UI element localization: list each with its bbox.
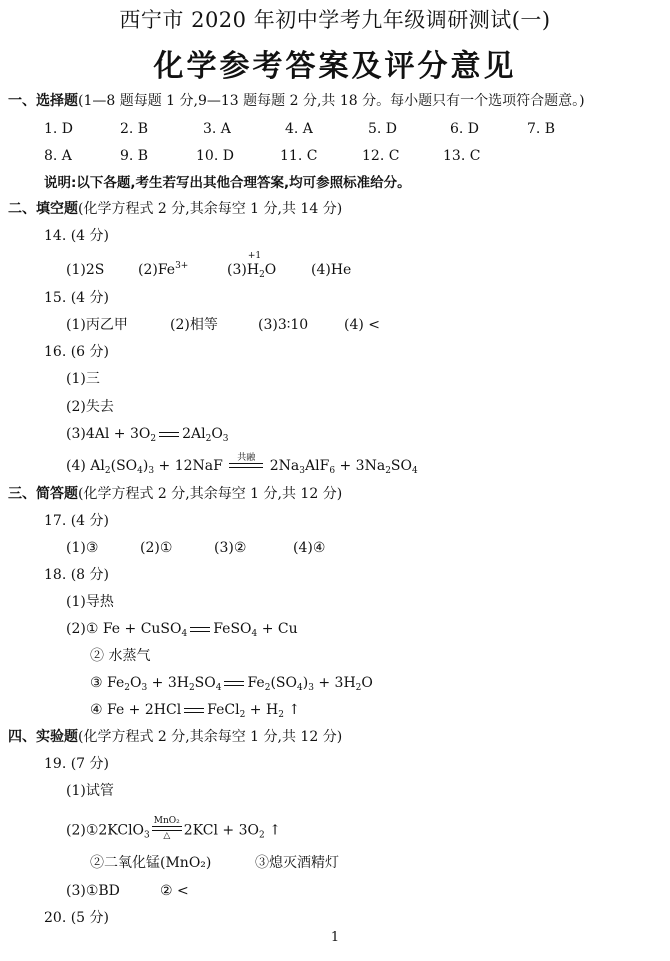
sub: 2 xyxy=(385,466,391,476)
q16-answer-4 xyxy=(66,452,418,476)
sub: 2 xyxy=(150,434,157,444)
eq-text: FeCl xyxy=(207,702,240,718)
q19-answer-4: ③熄灭酒精灯 xyxy=(255,855,339,871)
section-1-heading xyxy=(8,92,585,110)
q16-eq4-text: AlF xyxy=(305,458,330,474)
q17-answer-3: (3)② xyxy=(214,540,247,556)
q15-label: 15. (4 分) xyxy=(44,290,109,306)
sub: 3 xyxy=(222,434,229,444)
section-2-desc: (化学方程式 2 分,其余每空 1 分,共 14 分) xyxy=(78,201,343,217)
mc-answer: 5. D xyxy=(368,121,398,137)
heat-icon: △ xyxy=(163,831,171,841)
document-title: 西宁市 2020 年初中学考九年级调研测试(一) xyxy=(119,8,551,32)
q14-sub: 2 xyxy=(259,270,265,280)
q17-answer-2: (2)① xyxy=(140,540,173,556)
sub: 3 xyxy=(148,466,155,476)
scoring-note: 说明:以下各题,考生若写出其他合理答案,均可参照标准给分。 xyxy=(44,175,411,191)
eq-text: ③ Fe xyxy=(90,675,125,691)
q16-eq4-text: SO xyxy=(390,458,412,474)
mc-answer: 6. D xyxy=(450,121,480,137)
q15-answer-2: (2)相等 xyxy=(170,317,218,333)
sub: 2 xyxy=(258,830,265,841)
q18-label: 18. (8 分) xyxy=(44,567,109,583)
eq-text: O xyxy=(129,675,142,691)
reaction-condition xyxy=(152,816,182,841)
q19-answer-3: ②二氧化锰(MnO₂) xyxy=(90,855,212,871)
sub: 4 xyxy=(137,466,143,476)
q16-eq3-product: 2Al xyxy=(182,426,206,442)
sub: 2 xyxy=(205,434,212,444)
section-1-title: 一、选择题 xyxy=(8,93,78,109)
section-4-heading xyxy=(8,728,342,746)
q17-label: 17. (4 分) xyxy=(44,513,109,529)
eq-text: + 3H xyxy=(147,675,189,691)
q14-answer-2 xyxy=(138,261,188,279)
q18-eq-product-2: + Cu xyxy=(257,621,298,637)
section-3-title: 三、简答题 xyxy=(8,486,78,502)
mc-answer: 2. B xyxy=(120,121,149,137)
q18-answer-3: ② 水蒸气 xyxy=(90,648,151,664)
mc-answer: 4. A xyxy=(285,121,313,137)
sub: 2 xyxy=(264,683,271,693)
equals-sign xyxy=(224,681,244,686)
q14-answer-1: (1)2S xyxy=(66,262,105,278)
q16-eq4-text: (4) Al xyxy=(66,458,105,474)
condition-label: 共融 xyxy=(237,452,256,463)
equals-sign xyxy=(190,627,210,632)
section-2-heading xyxy=(8,200,342,218)
mc-answer: 9. B xyxy=(120,148,149,164)
mc-answer: 12. C xyxy=(362,148,400,164)
q18-eq-product: FeSO xyxy=(213,621,252,637)
equals-sign xyxy=(159,432,179,437)
q19-label: 19. (7 分) xyxy=(44,756,109,772)
q15-answer-4: (4) < xyxy=(344,317,381,333)
document-subtitle: 化学参考答案及评分意见 xyxy=(153,49,517,84)
q16-eq4-text: ) xyxy=(142,458,149,474)
eq-text: ④ Fe + 2HCl xyxy=(90,702,182,718)
section-4-title: 四、实验题 xyxy=(8,729,78,745)
sub: 3 xyxy=(141,683,148,693)
eq-text: + 3H xyxy=(313,675,356,691)
q16-eq4-text: 2Na xyxy=(265,458,300,474)
mc-answer: 7. B xyxy=(527,121,556,137)
q18-answer-4 xyxy=(90,674,373,692)
section-2-title: 二、填空题 xyxy=(8,201,78,217)
section-1-desc: (1—8 题每题 1 分,9—13 题每题 2 分,共 18 分。每小题只有一个选项符合题意。) xyxy=(78,93,585,109)
q15-answer-3: (3)3∶10 xyxy=(258,317,309,333)
eq-text: + H xyxy=(245,702,279,718)
sub: 4 xyxy=(412,466,418,476)
q14-charge: 3+ xyxy=(175,261,189,271)
q14-answer-4: (4)He xyxy=(311,262,352,278)
mc-answer: 1. D xyxy=(44,121,74,137)
sub: 3 xyxy=(308,683,314,693)
q14-valence-h xyxy=(246,251,262,279)
mc-answer: 13. C xyxy=(443,148,481,164)
mc-answer: 8. A xyxy=(44,148,72,164)
sub: 6 xyxy=(329,466,336,476)
section-3-heading xyxy=(8,485,342,503)
q14-answer-3 xyxy=(227,251,277,280)
gas-arrow-icon: ↑ xyxy=(264,822,281,839)
q16-eq4-text: (SO xyxy=(110,458,138,474)
q14-answer-2-text: (2)Fe xyxy=(138,262,176,278)
q15-answer-1: (1)丙乙甲 xyxy=(66,317,128,333)
q16-eq4-text: + 3Na xyxy=(335,458,386,474)
q14-h-symbol: H xyxy=(246,262,260,278)
q19-answer-6: ② < xyxy=(160,883,189,899)
eq-text: Fe xyxy=(247,675,265,691)
mc-answer: 10. D xyxy=(196,148,234,164)
q16-eq4-text: + 12NaF xyxy=(154,458,228,474)
q14-answer-3-prefix: (3) xyxy=(227,262,247,278)
q14-o-symbol: O xyxy=(264,262,277,278)
sub: 4 xyxy=(296,683,303,693)
sub: 2 xyxy=(188,683,195,693)
catalyst-label: MnO₂ xyxy=(153,816,180,826)
q14-valence-label: +1 xyxy=(247,251,262,261)
q18-answer-1: (1)导热 xyxy=(66,594,114,610)
sub: 4 xyxy=(181,629,188,639)
sub: 2 xyxy=(355,683,362,693)
q16-eq3-reactants: (3)4Al + 3O xyxy=(66,426,151,442)
q16-answer-3 xyxy=(66,425,229,443)
q16-answer-2: (2)失去 xyxy=(66,399,114,415)
q14-label: 14. (4 分) xyxy=(44,228,109,244)
q17-answer-4: (4)④ xyxy=(293,540,326,556)
section-4-desc: (化学方程式 2 分,其余每空 1 分,共 12 分) xyxy=(78,729,343,745)
eq-text: (2)①2KClO xyxy=(66,822,145,839)
sub: 4 xyxy=(251,629,258,639)
reaction-condition xyxy=(229,453,263,468)
sub: 2 xyxy=(104,466,111,476)
equals-sign xyxy=(184,708,204,713)
q16-answer-1: (1)三 xyxy=(66,371,100,387)
section-3-desc: (化学方程式 2 分,其余每空 1 分,共 12 分) xyxy=(78,486,343,502)
sub: 3 xyxy=(299,466,305,476)
q16-eq3-o: O xyxy=(211,426,223,442)
mc-answer: 11. C xyxy=(280,148,318,164)
mc-answer: 3. A xyxy=(203,121,231,137)
eq-text: O xyxy=(361,675,373,691)
eq-text: ) xyxy=(302,675,309,691)
eq-text: SO xyxy=(194,675,216,691)
equals-bar xyxy=(229,463,263,468)
sub: 3 xyxy=(144,830,150,841)
q16-label: 16. (6 分) xyxy=(44,344,109,360)
gas-arrow-icon: ↑ xyxy=(283,702,301,718)
q19-answer-1: (1)试管 xyxy=(66,783,114,799)
page-number: 1 xyxy=(330,930,340,945)
sub: 2 xyxy=(239,710,246,720)
sub: 2 xyxy=(124,683,130,693)
q17-answer-1: (1)③ xyxy=(66,540,99,556)
sub: 2 xyxy=(278,710,284,720)
eq-text: (SO xyxy=(270,675,297,691)
q18-answer-2 xyxy=(66,620,298,638)
q19-answer-5: (3)①BD xyxy=(66,883,120,899)
q18-answer-5 xyxy=(90,701,300,719)
q18-eq-reactants: (2)① Fe + CuSO xyxy=(66,621,182,637)
eq-text: 2KCl + 3O xyxy=(183,822,259,839)
q19-answer-2 xyxy=(66,818,281,843)
sub: 4 xyxy=(215,683,222,693)
q20-label: 20. (5 分) xyxy=(44,910,109,926)
